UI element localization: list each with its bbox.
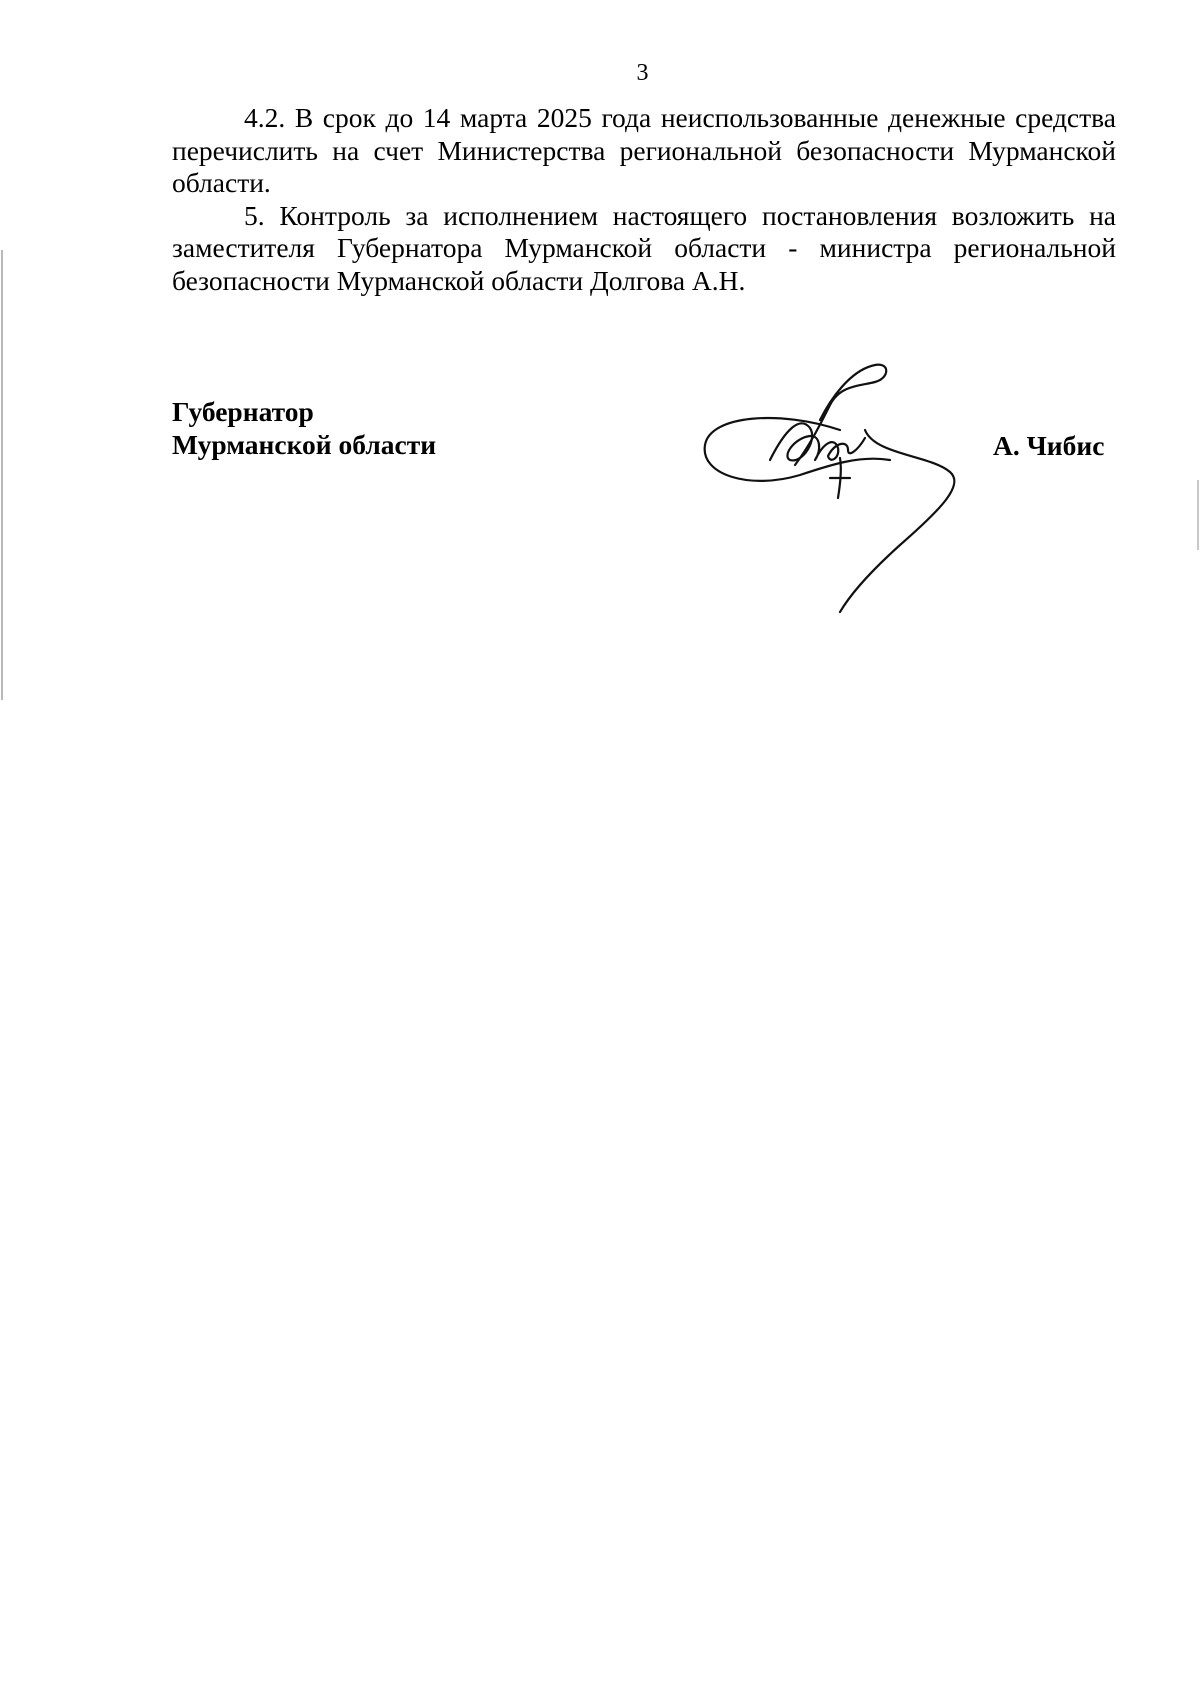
signatory-position-line-1: Губернатор (172, 396, 314, 427)
handwritten-signature (690, 360, 980, 620)
signatory-position (172, 395, 436, 461)
signature-tail (840, 430, 954, 612)
signatory-position-line-2: Мурманской области (172, 429, 437, 460)
page-number: 3 (636, 60, 649, 86)
paragraph-4-2: 4.2. В срок до 14 марта 2025 года неиспользованные денежные средства перечислить на счет Министерства региональной безопасности Мурманской области. (172, 102, 1116, 198)
document-body (172, 102, 1116, 297)
paragraph-5: 5. Контроль за исполнением настоящего постановления возложить на заместителя Губернатора Мурманской области - министра региональной безопасности Мурманской области Долгова А.Н. (172, 199, 1116, 296)
scan-edge-mark-left (1, 250, 3, 700)
scan-edge-mark-right (1197, 480, 1199, 550)
signatory-name: А. Чибис (993, 430, 1105, 461)
signature-outer-loop (705, 418, 890, 481)
